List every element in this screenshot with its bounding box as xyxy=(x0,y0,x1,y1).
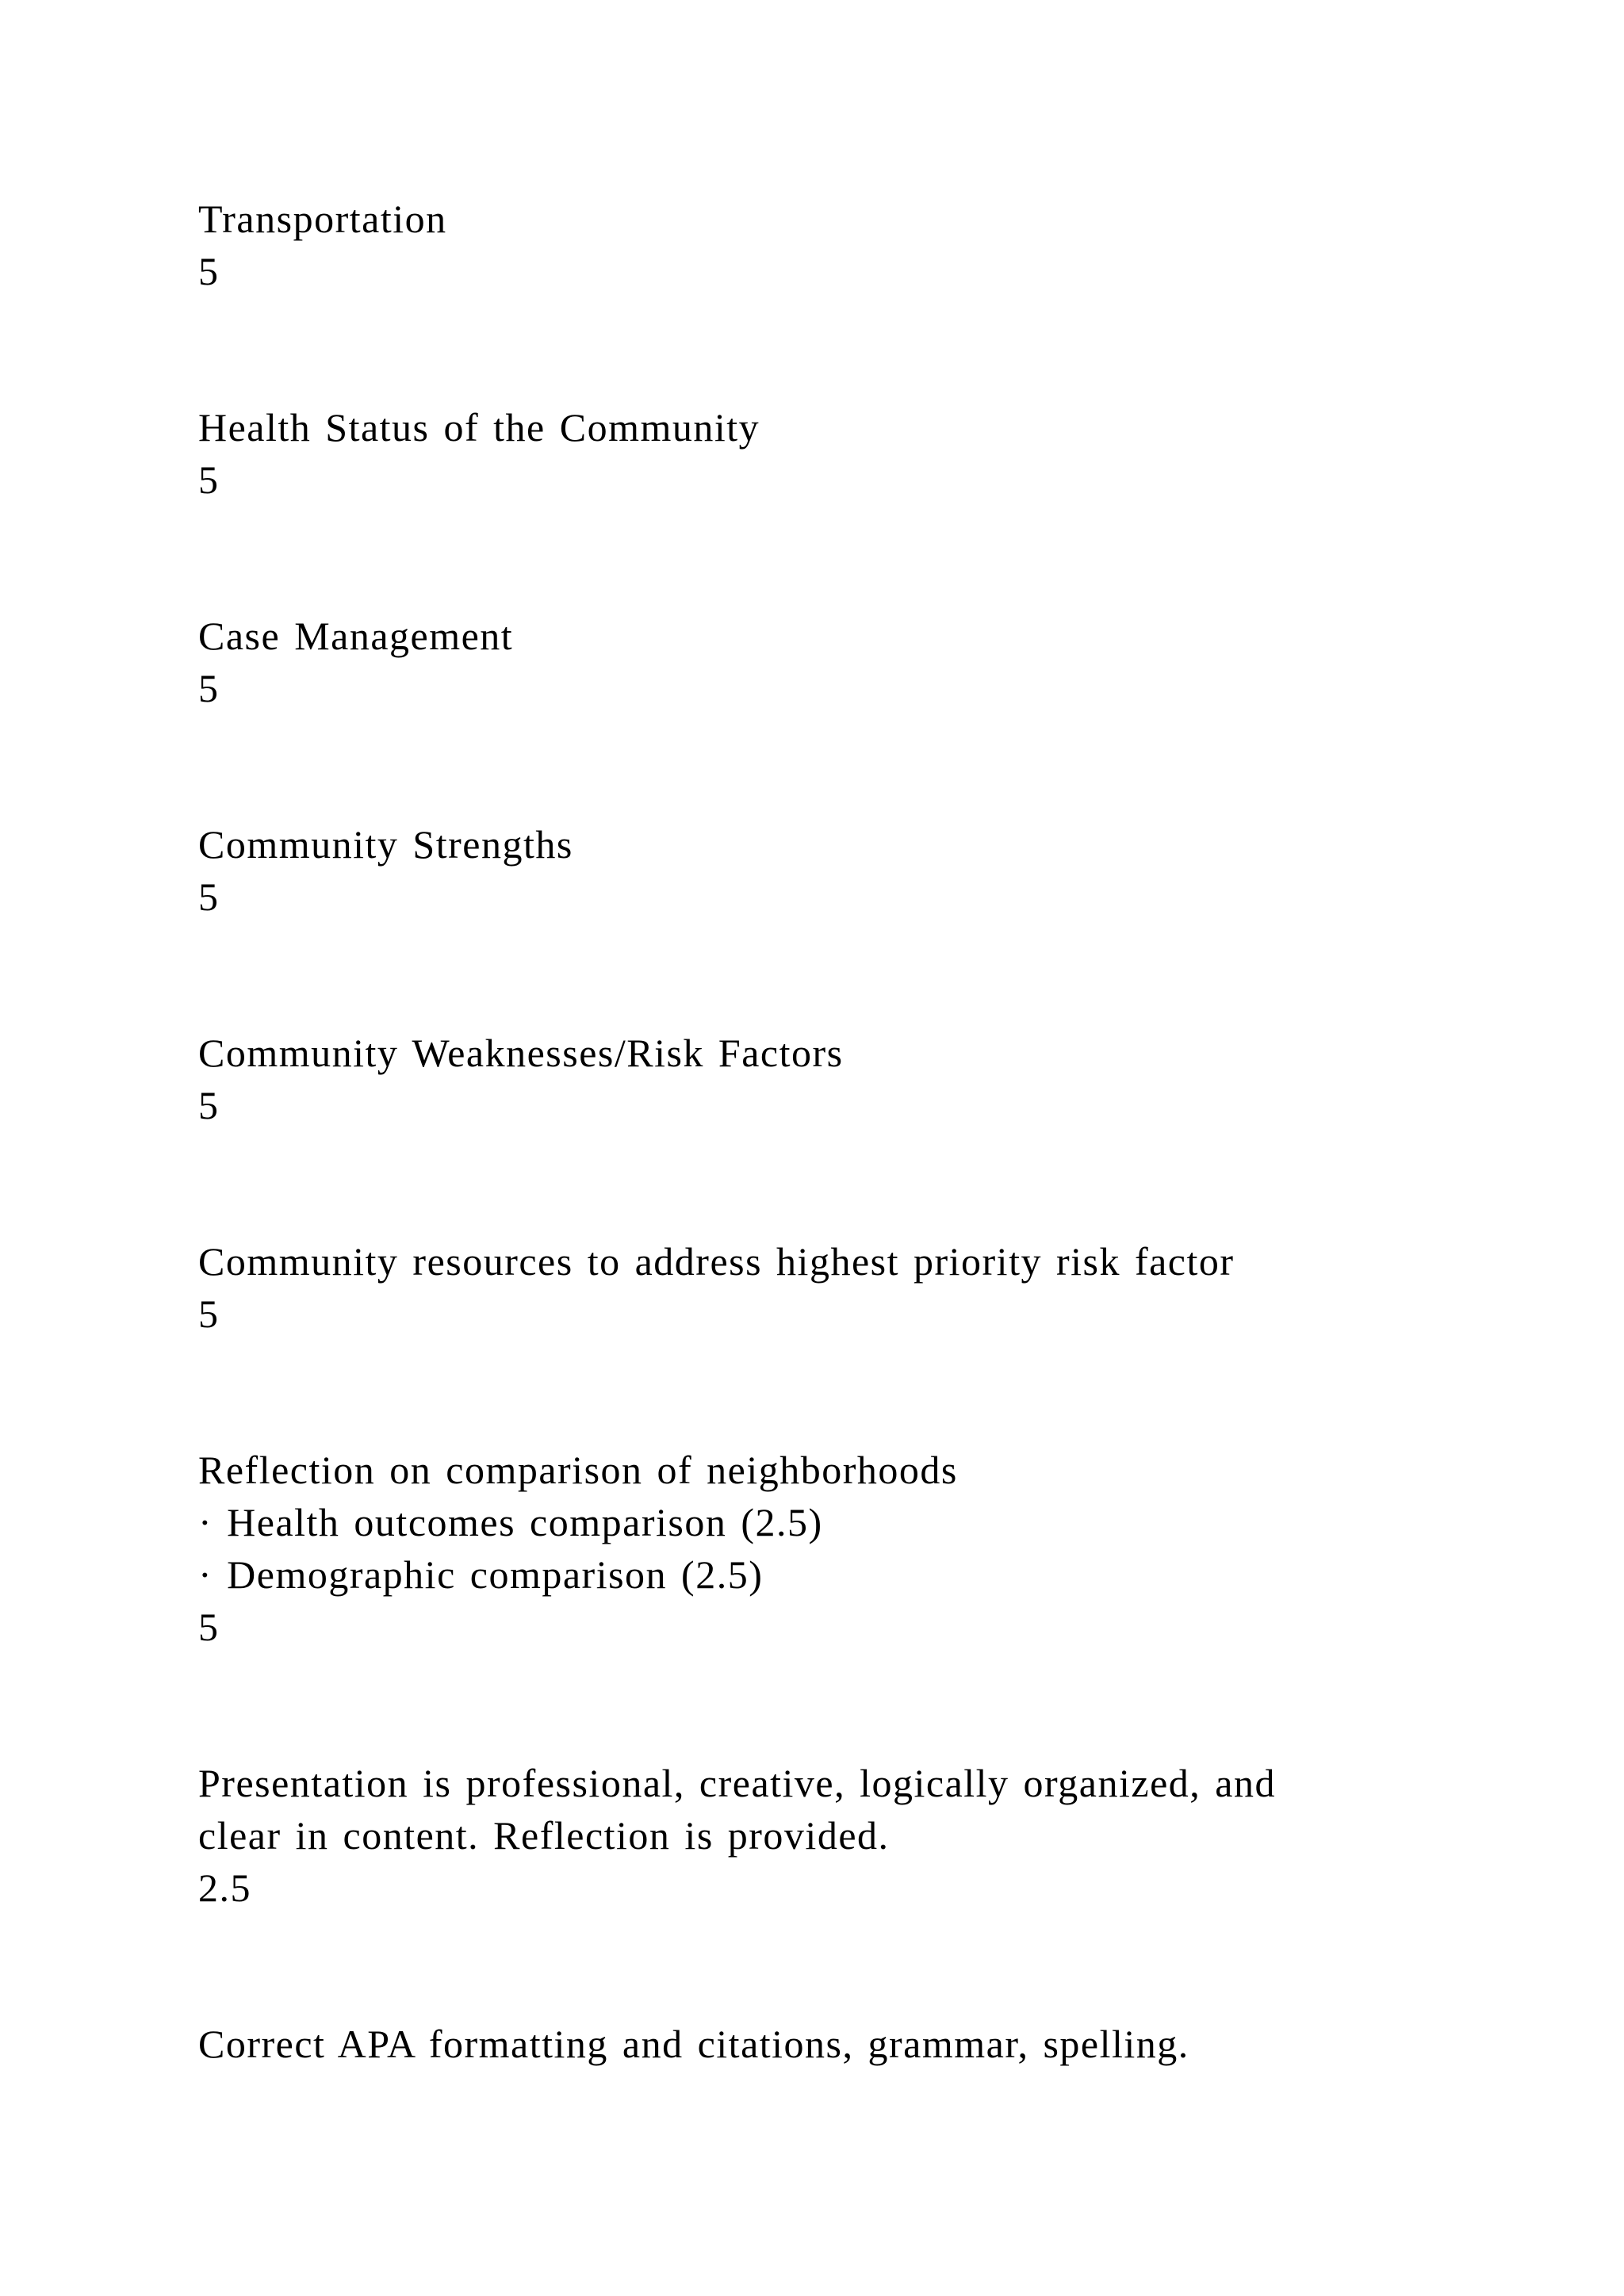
criterion-title: Case Management xyxy=(198,614,514,658)
criterion-title: Correct APA formatting and citations, grammar, spelling. xyxy=(198,2022,1189,2066)
criterion-title-line: Presentation is professional, creative, logically organized, and xyxy=(198,1761,1276,1805)
criterion-title: Community Weaknesses/Risk Factors xyxy=(198,1031,844,1075)
criterion-points: 2.5 xyxy=(198,1866,251,1910)
criterion-bullet: · Health outcomes comparison (2.5) xyxy=(198,1500,823,1544)
criterion-title: Community resources to address highest priority risk factor xyxy=(198,1239,1235,1284)
criterion-points: 5 xyxy=(198,666,220,710)
criterion-title-line: clear in content. Reflection is provided. xyxy=(198,1813,890,1858)
criterion-points: 5 xyxy=(198,1083,220,1127)
criterion-points: 5 xyxy=(198,1605,220,1649)
criterion-title: Reflection on comparison of neighborhoods xyxy=(198,1448,958,1492)
criterion-title: Transportation xyxy=(198,197,447,241)
criterion-points: 5 xyxy=(198,1292,220,1336)
criterion-points: 5 xyxy=(198,249,220,293)
criterion-points: 5 xyxy=(198,457,220,502)
criterion-title: Health Status of the Community xyxy=(198,405,760,450)
criterion-title: Community Strengths xyxy=(198,822,573,867)
criterion-points: 5 xyxy=(198,874,220,919)
criterion-bullet: · Demographic comparison (2.5) xyxy=(198,1552,764,1597)
